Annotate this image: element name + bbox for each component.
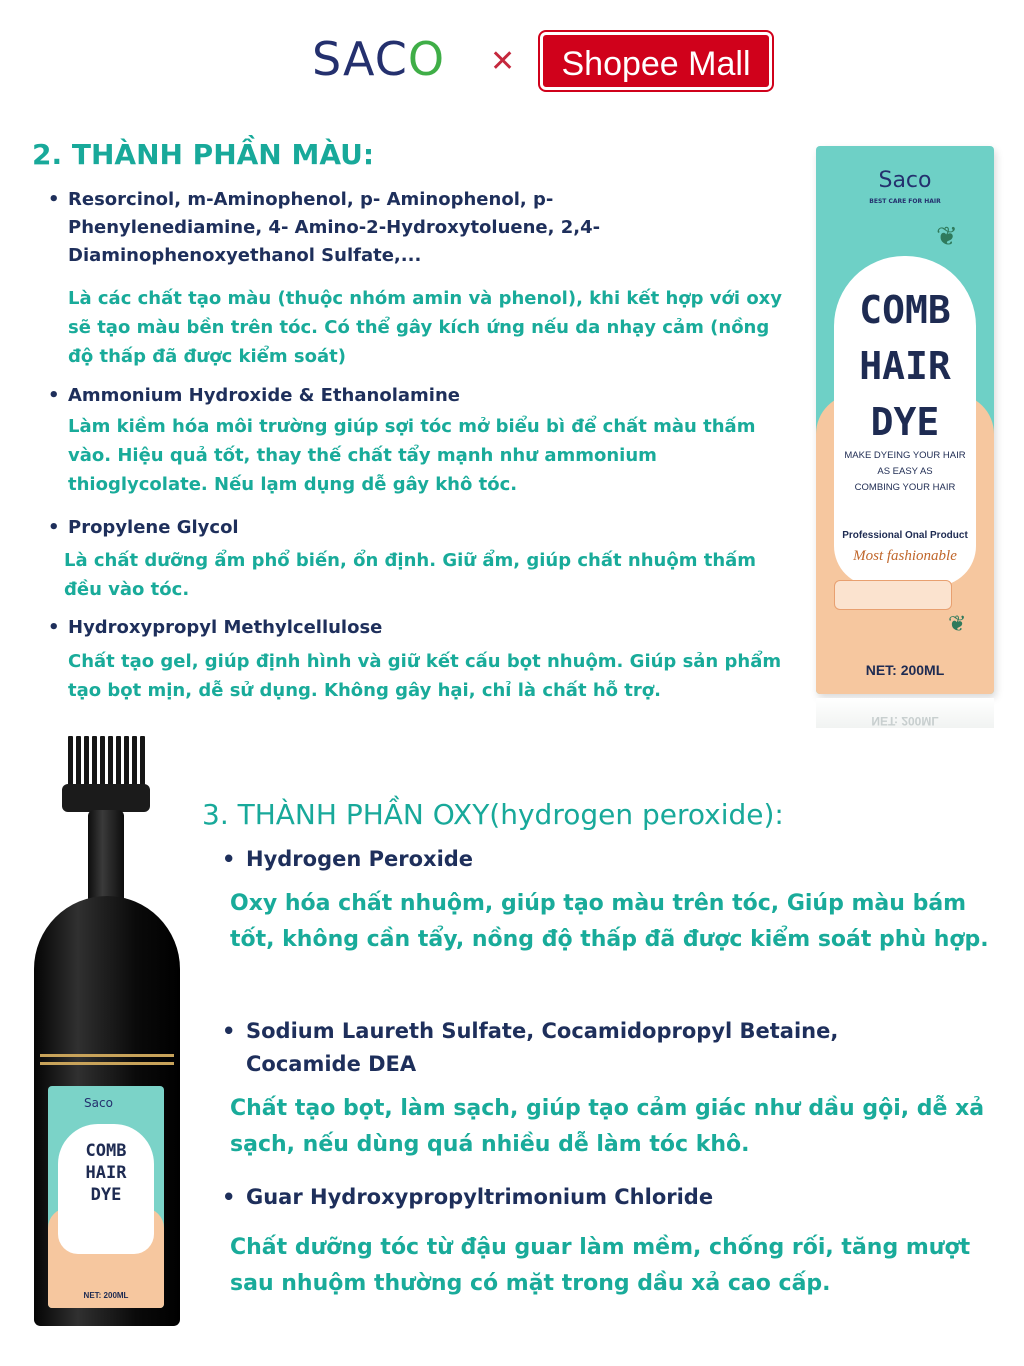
ingredient-name: • Ammonium Hydroxide & Ethanolamine [68, 382, 768, 410]
box-name-line: DYE [870, 400, 940, 444]
bottle-net-volume: NET: 200ML [83, 1291, 129, 1300]
collab-cross-icon: ✕ [490, 44, 516, 79]
ingredient-name: • Guar Hydroxypropyltrimonium Chloride [246, 1181, 946, 1214]
header [0, 24, 1024, 94]
bottle-name-line: HAIR [85, 1163, 127, 1183]
comb-bottle-image [30, 736, 190, 1336]
bottle-product-name [48, 1140, 164, 1206]
ingredient-desc: Chất tạo gel, giúp định hình và giữ kết cấu bọt nhuộm. Giúp sản phẩm tạo bọt mịn, dễ sử dụng. Không gây hại, chỉ là chất hỗ trợ. [68, 651, 782, 701]
ingredient-desc: Làm kiềm hóa môi trường giúp sợi tóc mở biểu bì để chất màu thấm vào. Hiệu quả tốt, thay thế chất tẩy mạnh như ammonium thioglycolate. Nếu lạm dụng dễ gây khô tóc. [68, 416, 756, 495]
ingredient-desc: Chất dưỡng tóc từ đậu guar làm mềm, chống rối, tăng mượt sau nhuộm thường có mặt trong dầu xả cao cấp. [230, 1235, 971, 1296]
box-slogan-line: MAKE DYEING YOUR HAIR [844, 450, 966, 461]
ingredient-name: • Hydrogen Peroxide [246, 843, 946, 876]
ingredient-desc: Oxy hóa chất nhuộm, giúp tạo màu trên tóc, Giúp màu bám tốt, không cần tẩy, nồng độ thấp đã được kiểm soát phù hợp. [230, 891, 989, 952]
bottle-name-line: COMB [85, 1141, 127, 1161]
box-small-print [834, 580, 952, 610]
box-slogan-line: AS EASY AS [877, 466, 933, 477]
box-name-line: COMB [859, 288, 951, 332]
box-fashionable: Most fashionable [853, 548, 957, 564]
bottle-nozzle [88, 810, 124, 900]
product-box-image [816, 146, 994, 694]
saco-logo-leaf-o: O [407, 32, 446, 86]
comb-bar [62, 784, 150, 812]
bottle-brand: Saco [84, 1096, 113, 1110]
bubble-icon: ○ [840, 336, 854, 355]
shopee-mall-badge: Shopee Mall [540, 32, 772, 90]
leaf-icon: ❦ [936, 222, 958, 252]
section-3-title: 3. THÀNH PHẦN OXY(hydrogen peroxide): [202, 798, 784, 831]
saco-logo-text: SAC [312, 32, 408, 86]
box-product-name [816, 282, 994, 450]
box-name-line: HAIR [859, 344, 951, 388]
gold-band [40, 1054, 174, 1057]
box-professional: Professional Onal Product [842, 530, 968, 541]
box-reflection: NET: 200ML [816, 698, 994, 728]
box-slogan [816, 448, 994, 496]
box-tagline: BEST CARE FOR HAIR [869, 198, 941, 205]
box-slogan-line: COMBING YOUR HAIR [854, 482, 956, 493]
saco-logo [312, 32, 445, 86]
box-brand: Saco [878, 168, 932, 193]
ingredient-name: • Sodium Laureth Sulfate, Cocamidopropyl Betaine, Cocamide DEA [246, 1015, 946, 1081]
leaf-icon: ❦ [948, 612, 967, 637]
ingredient-name: • Hydroxypropyl Methylcellulose [68, 614, 768, 642]
ingredient-name: • Resorcinol, m-Aminophenol, p- Aminophenol, p-Phenylenediamine, 4- Amino-2-Hydroxytoluene, 2,4-Diaminophenoxyethanol Sulfate,... [68, 186, 628, 270]
section-2-title: 2. THÀNH PHẦN MÀU: [32, 138, 375, 171]
ingredient-name: • Propylene Glycol [68, 514, 768, 542]
ingredient-desc: Chất tạo bọt, làm sạch, giúp tạo cảm giác như dầu gội, dễ xả sạch, nếu dùng quá nhiều dễ làm tóc khô. [230, 1096, 985, 1157]
gold-band [40, 1062, 174, 1065]
box-net-volume: NET: 200ML [865, 662, 945, 678]
bottle-name-line: DYE [90, 1185, 122, 1205]
bottle-label [48, 1086, 164, 1308]
ingredient-desc: Là chất dưỡng ẩm phổ biến, ổn định. Giữ ẩm, giúp chất nhuộm thấm đều vào tóc. [64, 550, 757, 600]
ingredient-desc: Là các chất tạo màu (thuộc nhóm amin và phenol), khi kết hợp với oxy sẽ tạo màu bền trên tóc. Có thể gây kích ứng nếu da nhạy cảm (nồng độ thấp đã được kiểm soát) [68, 288, 783, 367]
